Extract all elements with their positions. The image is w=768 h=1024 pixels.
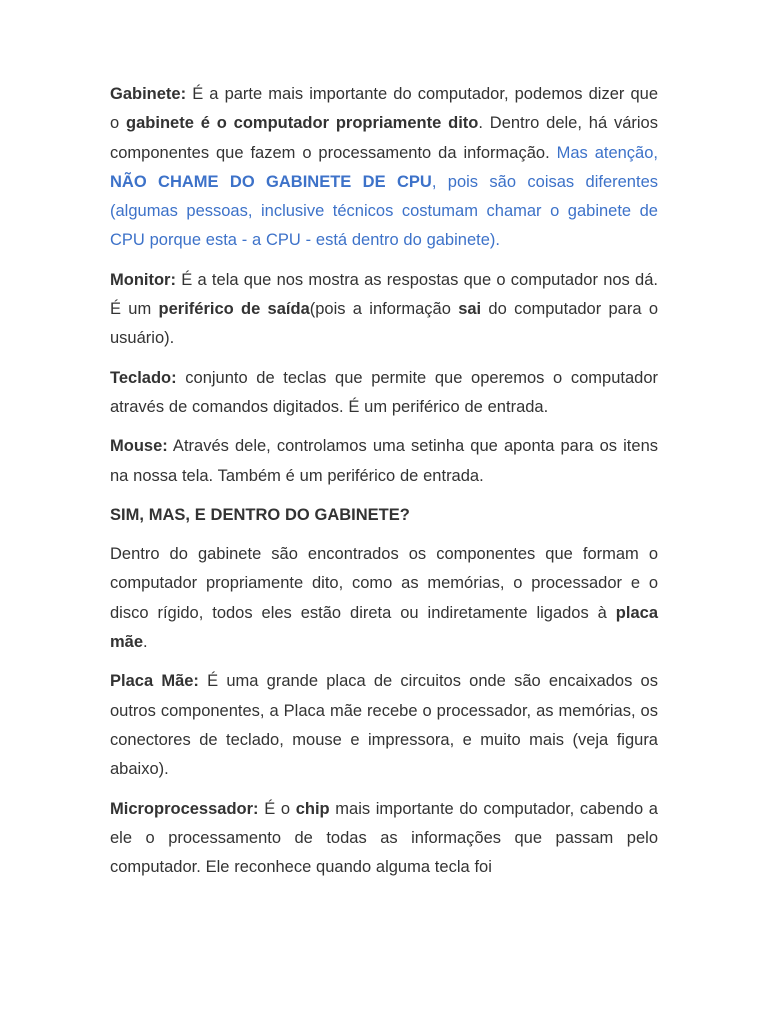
bold-text: sai <box>458 300 482 319</box>
text: Através dele, controlamos uma setinha que aponta para os itens na nossa tela. Também é um periférico de entrada. <box>110 437 658 485</box>
term-teclado: Teclado: <box>110 368 177 387</box>
paragraph-microprocessador <box>110 795 658 883</box>
bold-text: chip <box>295 799 330 818</box>
bold-text: gabinete é o computador propriamente dito <box>126 114 479 133</box>
term-placa-mae: Placa Mãe: <box>110 672 199 691</box>
text: do computador para o usuário). <box>110 300 658 348</box>
text: mais importante do computador, cabendo a ele o processamento de todas as informações que passam pelo computador. Ele reconhece quando alguma tecla foi <box>110 799 658 877</box>
term-monitor: Monitor: <box>110 270 176 289</box>
term-mouse: Mouse: <box>110 437 168 456</box>
term-gabinete: Gabinete: <box>110 85 187 103</box>
text: É a tela que nos mostra as respostas que o computador nos dá. É um <box>110 270 658 319</box>
highlight-text: Mas atenção, <box>556 143 658 162</box>
section-heading: SIM, MAS, E DENTRO DO GABINETE? <box>110 505 410 524</box>
bold-text: periférico de saída <box>158 300 310 319</box>
text: . Dentro dele, há vários componentes que fazem o processamento da informação. <box>110 114 658 162</box>
text: . <box>143 633 148 652</box>
text: É uma grande placa de circuitos onde são encaixados os outros componentes, a Placa mãe recebe o processador, as memórias, os conectores de teclado, mouse e impressora, e muito mais (veja figura abaixo). <box>110 672 658 779</box>
text: conjunto de teclas que permite que operemos o computador através de comandos digitados. É um periférico de entrada. <box>110 368 658 416</box>
bold-text: placa mãe <box>110 603 658 652</box>
text: (pois a informação <box>309 300 459 319</box>
paragraph-monitor <box>110 266 658 354</box>
highlight-text: , pois são coisas diferentes (algumas pessoas, inclusive técnicos costumam chamar o gabinete de CPU porque esta - a CPU - está dentro do gabinete). <box>110 172 658 250</box>
paragraph-gabinete <box>110 80 658 256</box>
text: É a parte mais importante do computador, podemos dizer que o <box>110 85 658 133</box>
highlight-bold-text: NÃO CHAME DO GABINETE DE CPU <box>110 172 432 191</box>
paragraph-placa-mae <box>110 667 658 784</box>
paragraph-dentro <box>110 540 658 657</box>
text: Dentro do gabinete são encontrados os componentes que formam o computador propriamente dito, como as memórias, o processador e o disco rígido, todos eles estão direta ou indiretamente ligados à <box>110 545 658 622</box>
text: É o <box>258 799 296 818</box>
term-microprocessador: Microprocessador: <box>110 799 259 818</box>
paragraph-teclado <box>110 364 658 423</box>
paragraph-mouse <box>110 432 658 491</box>
document-page <box>110 80 658 892</box>
